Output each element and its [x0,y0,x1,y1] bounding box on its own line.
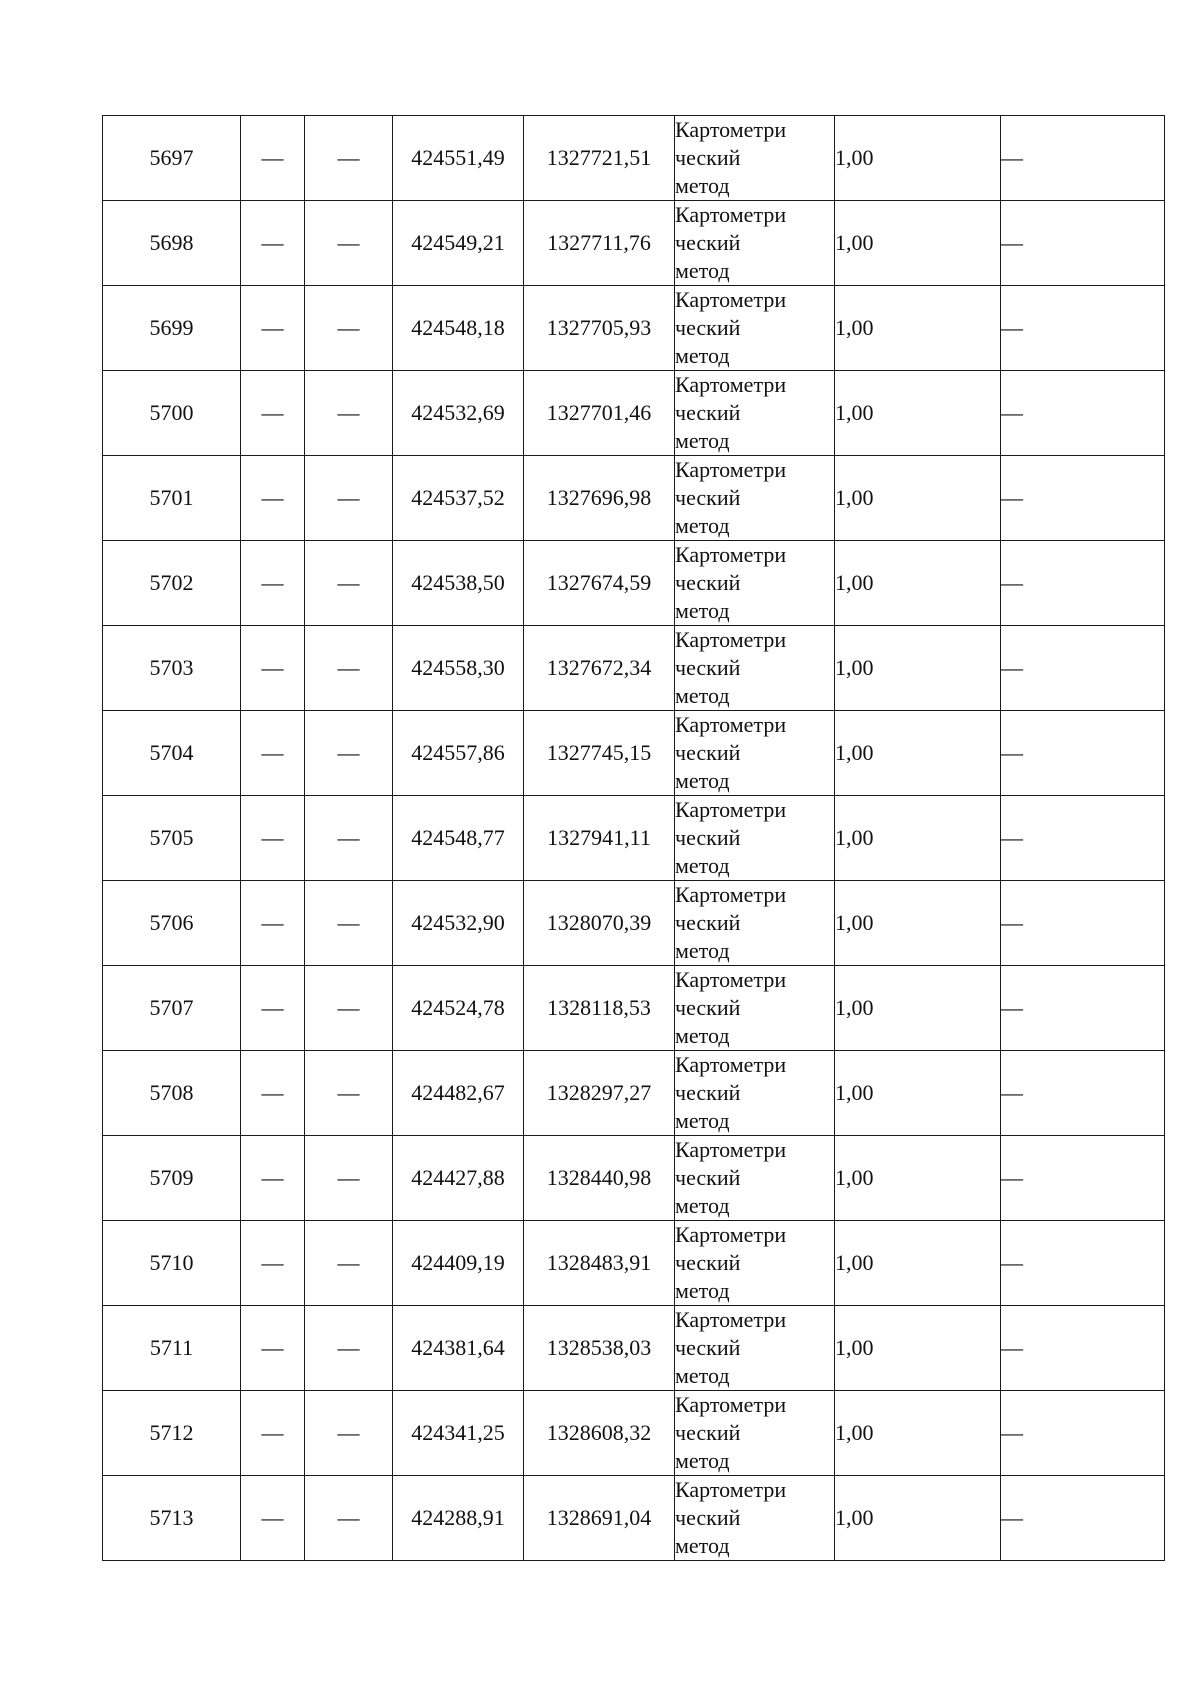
accuracy-cell: 1,00 [835,1306,1001,1391]
empty-value-cell: — [1001,541,1165,626]
empty-value-cell: — [241,1221,305,1306]
empty-value-cell: — [241,881,305,966]
x-coordinate-cell: 424341,25 [393,1391,524,1476]
point-number-cell: 5705 [103,796,241,881]
method-cell: Картометри ческий метод [675,116,835,201]
empty-value-cell: — [305,1476,393,1561]
empty-value-cell: — [305,116,393,201]
empty-value-cell: — [241,1476,305,1561]
table-row [103,711,1165,796]
x-coordinate-cell: 424381,64 [393,1306,524,1391]
point-number-cell: 5703 [103,626,241,711]
empty-value-cell: — [241,1391,305,1476]
accuracy-cell: 1,00 [835,881,1001,966]
point-number-cell: 5699 [103,286,241,371]
empty-value-cell: — [241,1136,305,1221]
method-cell: Картометри ческий метод [675,626,835,711]
x-coordinate-cell: 424538,50 [393,541,524,626]
accuracy-cell: 1,00 [835,711,1001,796]
method-cell: Картометри ческий метод [675,1136,835,1221]
accuracy-cell: 1,00 [835,1051,1001,1136]
empty-value-cell: — [305,1221,393,1306]
y-coordinate-cell: 1328118,53 [524,966,675,1051]
table-row [103,626,1165,711]
empty-value-cell: — [1001,1476,1165,1561]
table-row [103,456,1165,541]
point-number-cell: 5712 [103,1391,241,1476]
empty-value-cell: — [1001,371,1165,456]
empty-value-cell: — [241,116,305,201]
empty-value-cell: — [305,541,393,626]
method-cell: Картометри ческий метод [675,711,835,796]
accuracy-cell: 1,00 [835,1391,1001,1476]
empty-value-cell: — [305,711,393,796]
method-cell: Картометри ческий метод [675,796,835,881]
table-body [103,116,1165,1561]
table-row [103,1136,1165,1221]
x-coordinate-cell: 424482,67 [393,1051,524,1136]
empty-value-cell: — [241,371,305,456]
empty-value-cell: — [241,711,305,796]
x-coordinate-cell: 424288,91 [393,1476,524,1561]
empty-value-cell: — [1001,201,1165,286]
x-coordinate-cell: 424549,21 [393,201,524,286]
x-coordinate-cell: 424548,18 [393,286,524,371]
y-coordinate-cell: 1328440,98 [524,1136,675,1221]
x-coordinate-cell: 424524,78 [393,966,524,1051]
empty-value-cell: — [241,201,305,286]
table-row [103,1391,1165,1476]
point-number-cell: 5710 [103,1221,241,1306]
y-coordinate-cell: 1327941,11 [524,796,675,881]
accuracy-cell: 1,00 [835,966,1001,1051]
table-row [103,116,1165,201]
point-number-cell: 5707 [103,966,241,1051]
method-cell: Картометри ческий метод [675,1306,835,1391]
x-coordinate-cell: 424558,30 [393,626,524,711]
empty-value-cell: — [1001,286,1165,371]
table-row [103,541,1165,626]
method-cell: Картометри ческий метод [675,371,835,456]
point-number-cell: 5702 [103,541,241,626]
empty-value-cell: — [305,371,393,456]
y-coordinate-cell: 1327721,51 [524,116,675,201]
accuracy-cell: 1,00 [835,541,1001,626]
point-number-cell: 5697 [103,116,241,201]
y-coordinate-cell: 1327701,46 [524,371,675,456]
accuracy-cell: 1,00 [835,286,1001,371]
point-number-cell: 5704 [103,711,241,796]
x-coordinate-cell: 424557,86 [393,711,524,796]
method-cell: Картометри ческий метод [675,1221,835,1306]
x-coordinate-cell: 424532,90 [393,881,524,966]
table-row [103,371,1165,456]
table-row [103,796,1165,881]
accuracy-cell: 1,00 [835,796,1001,881]
empty-value-cell: — [305,286,393,371]
empty-value-cell: — [241,456,305,541]
table-row [103,966,1165,1051]
empty-value-cell: — [241,1306,305,1391]
x-coordinate-cell: 424532,69 [393,371,524,456]
y-coordinate-cell: 1327672,34 [524,626,675,711]
empty-value-cell: — [305,881,393,966]
accuracy-cell: 1,00 [835,1136,1001,1221]
accuracy-cell: 1,00 [835,1476,1001,1561]
empty-value-cell: — [305,1051,393,1136]
method-cell: Картометри ческий метод [675,541,835,626]
y-coordinate-cell: 1328483,91 [524,1221,675,1306]
point-number-cell: 5709 [103,1136,241,1221]
empty-value-cell: — [241,286,305,371]
empty-value-cell: — [1001,711,1165,796]
empty-value-cell: — [305,1391,393,1476]
table-row [103,201,1165,286]
y-coordinate-cell: 1328297,27 [524,1051,675,1136]
table-row [103,1476,1165,1561]
point-number-cell: 5713 [103,1476,241,1561]
empty-value-cell: — [305,796,393,881]
method-cell: Картометри ческий метод [675,966,835,1051]
empty-value-cell: — [241,626,305,711]
point-number-cell: 5708 [103,1051,241,1136]
empty-value-cell: — [241,966,305,1051]
empty-value-cell: — [241,1051,305,1136]
table-row [103,1306,1165,1391]
point-number-cell: 5701 [103,456,241,541]
accuracy-cell: 1,00 [835,116,1001,201]
empty-value-cell: — [1001,626,1165,711]
empty-value-cell: — [1001,881,1165,966]
empty-value-cell: — [1001,1306,1165,1391]
empty-value-cell: — [1001,116,1165,201]
y-coordinate-cell: 1327705,93 [524,286,675,371]
empty-value-cell: — [305,456,393,541]
method-cell: Картометри ческий метод [675,1476,835,1561]
point-number-cell: 5711 [103,1306,241,1391]
empty-value-cell: — [1001,966,1165,1051]
table-row [103,881,1165,966]
empty-value-cell: — [241,796,305,881]
empty-value-cell: — [241,541,305,626]
empty-value-cell: — [305,626,393,711]
empty-value-cell: — [1001,1136,1165,1221]
accuracy-cell: 1,00 [835,626,1001,711]
method-cell: Картометри ческий метод [675,201,835,286]
accuracy-cell: 1,00 [835,1221,1001,1306]
empty-value-cell: — [1001,796,1165,881]
accuracy-cell: 1,00 [835,371,1001,456]
method-cell: Картометри ческий метод [675,1051,835,1136]
empty-value-cell: — [305,1136,393,1221]
point-number-cell: 5700 [103,371,241,456]
accuracy-cell: 1,00 [835,456,1001,541]
empty-value-cell: — [1001,1391,1165,1476]
y-coordinate-cell: 1327745,15 [524,711,675,796]
x-coordinate-cell: 424551,49 [393,116,524,201]
method-cell: Картометри ческий метод [675,881,835,966]
empty-value-cell: — [1001,456,1165,541]
y-coordinate-cell: 1327711,76 [524,201,675,286]
y-coordinate-cell: 1328538,03 [524,1306,675,1391]
x-coordinate-cell: 424548,77 [393,796,524,881]
method-cell: Картометри ческий метод [675,1391,835,1476]
y-coordinate-cell: 1328070,39 [524,881,675,966]
point-number-cell: 5698 [103,201,241,286]
empty-value-cell: — [305,966,393,1051]
coordinates-table [102,115,1165,1561]
y-coordinate-cell: 1327674,59 [524,541,675,626]
empty-value-cell: — [305,1306,393,1391]
table-row [103,286,1165,371]
empty-value-cell: — [305,201,393,286]
y-coordinate-cell: 1327696,98 [524,456,675,541]
method-cell: Картометри ческий метод [675,286,835,371]
x-coordinate-cell: 424427,88 [393,1136,524,1221]
accuracy-cell: 1,00 [835,201,1001,286]
y-coordinate-cell: 1328691,04 [524,1476,675,1561]
point-number-cell: 5706 [103,881,241,966]
table-row [103,1221,1165,1306]
x-coordinate-cell: 424409,19 [393,1221,524,1306]
y-coordinate-cell: 1328608,32 [524,1391,675,1476]
method-cell: Картометри ческий метод [675,456,835,541]
x-coordinate-cell: 424537,52 [393,456,524,541]
table-row [103,1051,1165,1136]
empty-value-cell: — [1001,1051,1165,1136]
empty-value-cell: — [1001,1221,1165,1306]
